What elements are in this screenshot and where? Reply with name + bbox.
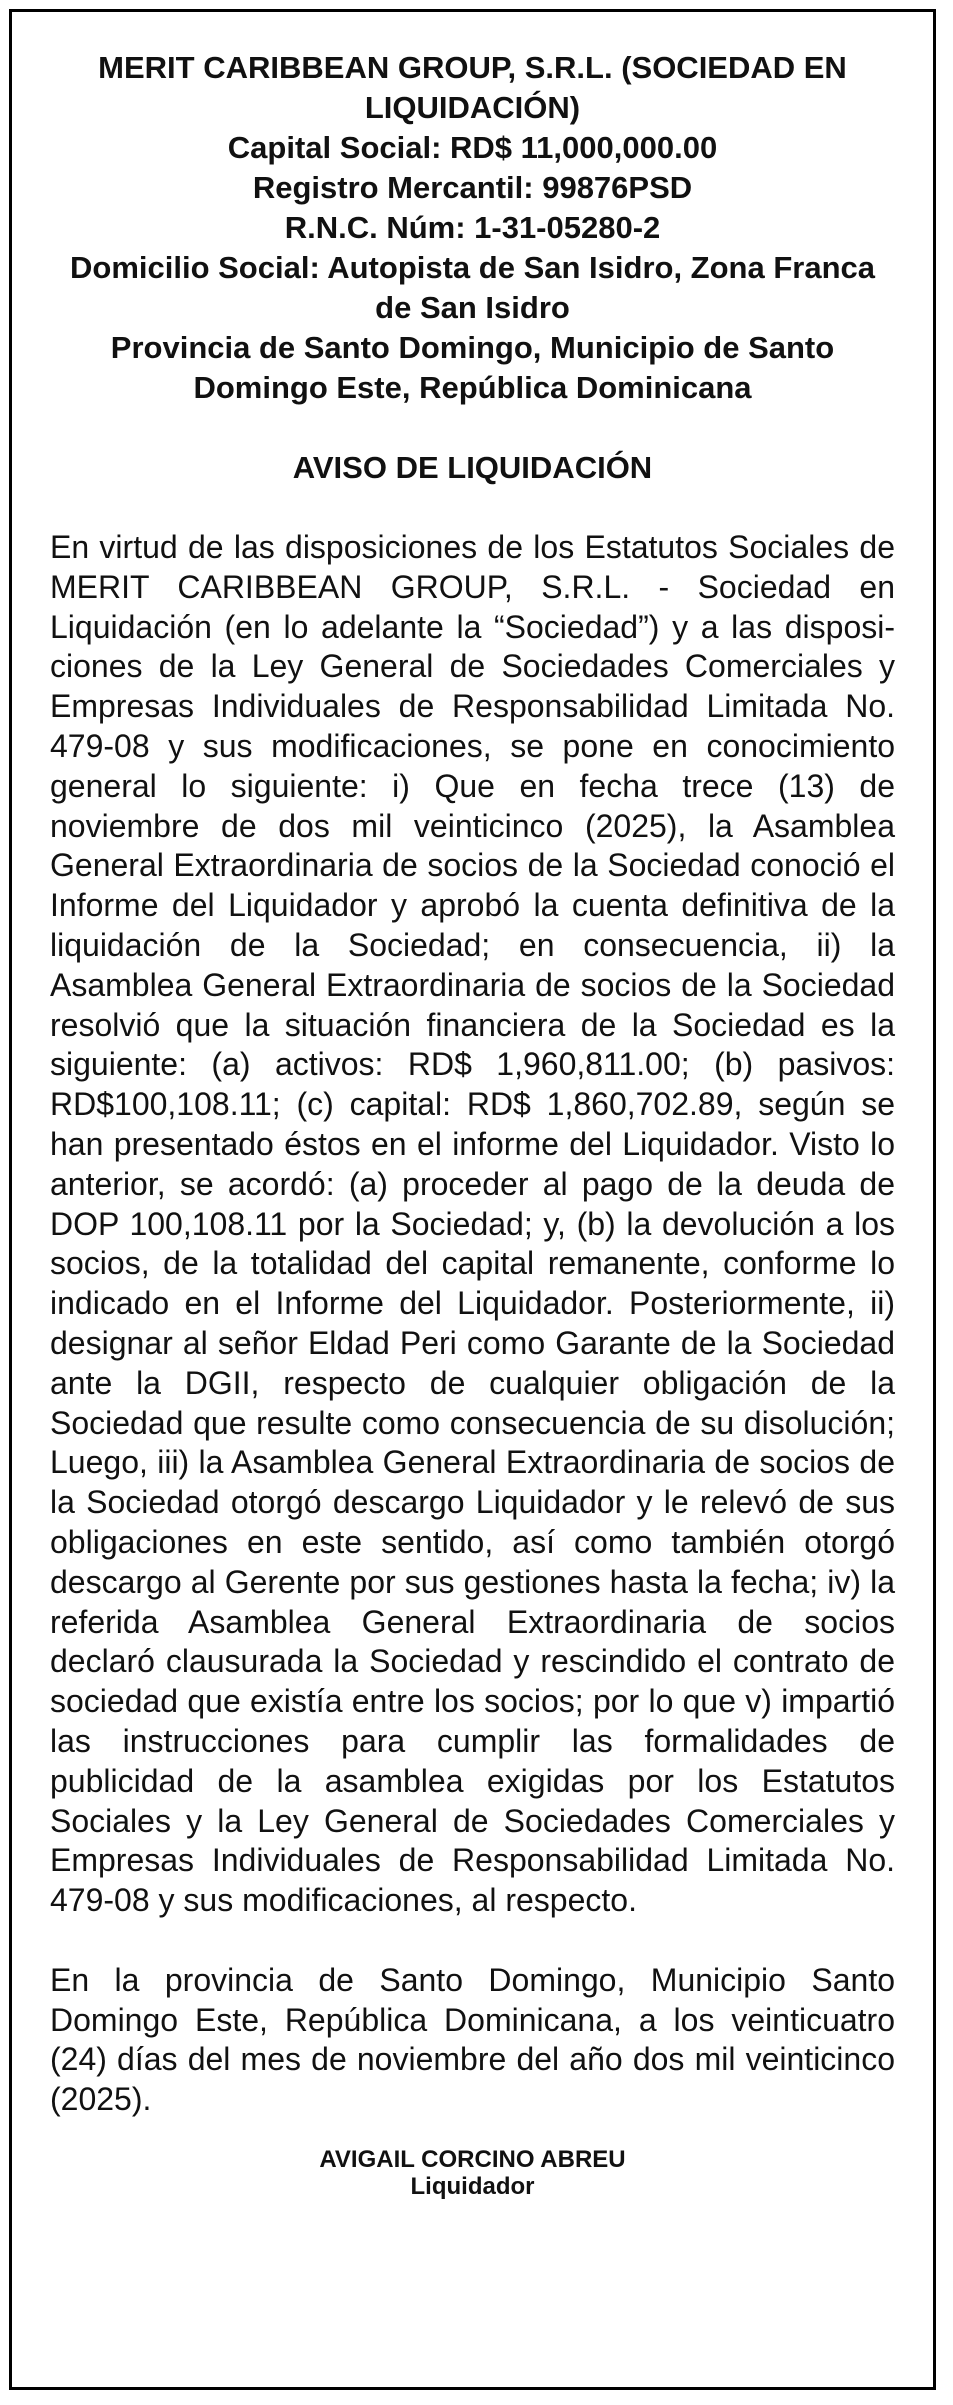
notice-content — [50, 48, 895, 2200]
notice-title: AVISO DE LIQUIDACIÓN — [292, 450, 653, 485]
domicilio-social: Domicilio Social: Autopista de San Isidro, Zona Franca de San Isidro — [70, 250, 875, 325]
company-name: MERIT CARIBBEAN GROUP, S.R.L. (SOCIEDAD EN LIQUIDACIÓN) — [98, 50, 847, 125]
notice-closing: En la provincia de Santo Domingo, Municipio Santo Domingo Este, República Dominicana, a los veinticuatro (24) días del mes de noviembre del año dos mil veinticinco (2025). — [50, 1961, 895, 2118]
company-header — [50, 48, 895, 408]
signatory-role: Liquidador — [410, 2173, 535, 2201]
signature-block — [50, 2146, 895, 2200]
notice-body: En virtud de las disposiciones de los Estatutos Sociales de MERIT CARIBBEAN GROUP, S.R.L. - Sociedad en Liquidación (en lo adelante la “Sociedad”) y a las disposiciones de la Ley General de Sociedades Comerciales y Empresas Individuales de Responsabilidad Limitada No. 479-08 y sus modificaciones, se pone en conocimiento general lo siguiente: i) Que en fecha trece (13) de noviembre de dos mil veinticinco (2025), la Asamblea General Extraordinaria de socios de la Sociedad conoció el Informe del Liquidador y aprobó la cuenta definitiva de la liquidación de la Sociedad; en consecuencia, ii) la Asamblea General Extraordinaria de socios de la Sociedad resolvió que la situación financiera de la Sociedad es la siguiente: (a) activos: RD$ 1,960,811.00; (b) pasivos: RD$100,108.11; (c) capital: RD$ 1,860,702.89, según se han presentado éstos en el informe del Liquidador. Visto lo anterior, se acordó: (a) proceder al pago de la deuda de DOP 100,108.11 por la Sociedad; y, (b) la devolución a los socios, de la totalidad del capital remanente, conforme lo indicado en el Informe del Liquidador. Posteriormente, ii) designar al señor Eldad Peri como Garante de la Sociedad ante la DGII, respecto de cualquier obligación de la Sociedad que resulte como consecuencia de su disolución; Luego, iii) la Asamblea General Extraordinaria de socios de la Sociedad otorgó descargo Liquidador y le relevó de sus obligaciones en este sentido, así como también otorgó descargo al Gerente por sus gestiones hasta la fecha; iv) la referida Asamblea General Extraordinaria de socios declaró clausurada la Sociedad y rescindido el contrato de sociedad que existía entre los socios; por lo que v) impartió las instrucciones para cumplir las formalidades de publicidad de la asamblea exigidas por los Estatutos Sociales y la Ley General de Sociedades Comerciales y Empresas Individuales de Responsabilidad Limitada No. 479-08 y sus modificaciones, al respecto. — [50, 529, 895, 1919]
rnc-number: R.N.C. Núm: 1-31-05280-2 — [284, 210, 661, 245]
provincia-municipio: Provincia de Santo Domingo, Municipio de Santo Domingo Este, República Dominicana — [110, 330, 835, 405]
registro-mercantil: Registro Mercantil: 99876PSD — [252, 170, 693, 205]
signatory-name: AVIGAIL CORCINO ABREU — [319, 2146, 626, 2174]
liquidation-notice — [9, 9, 936, 2390]
capital-social: Capital Social: RD$ 11,000,000.00 — [227, 130, 718, 165]
